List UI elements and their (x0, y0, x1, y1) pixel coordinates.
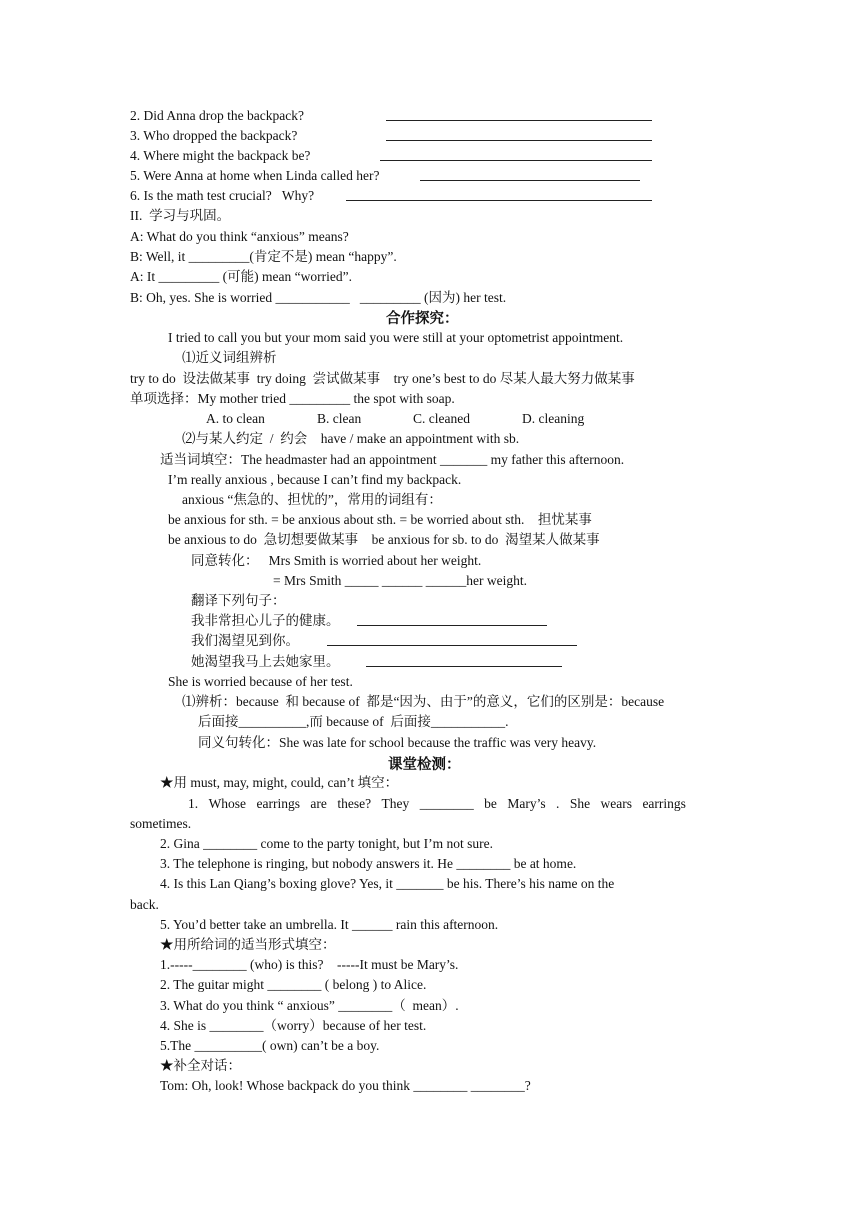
subsection-title: ⑴近义词组辨析 (182, 350, 277, 365)
modal-question-line: back. (130, 897, 159, 912)
answer-line[interactable] (386, 108, 652, 121)
answer-line[interactable] (327, 633, 577, 646)
dialog-line: A: What do you think “anxious” means? (130, 229, 349, 244)
answer-line[interactable] (386, 128, 652, 141)
test-heading: 课堂检测： (388, 757, 461, 773)
option-a[interactable]: A. to clean (206, 411, 265, 426)
form-question-2: 2. The guitar might ________ ( belong ) to Alice. (160, 977, 427, 992)
exercise-title: ★用所给词的适当形式填空： (160, 937, 336, 952)
form-question-4: 4. She is ________（worry）because of her test. (160, 1018, 427, 1033)
fill-in-question: 适当词填空：The headmaster had an appointment _______ my father this afternoon. (160, 452, 625, 467)
phrase-comparison: try to do 设法做某事 try doing 尝试做某事 try one’s best to do 尽某人最大努力做某事 (130, 371, 635, 386)
dialog-line: B: Well, it _________(肯定不是) mean “happy”. (130, 249, 397, 264)
dialog-line: A: It _________ (可能) mean “worried”. (130, 269, 352, 284)
multiple-choice-question: 单项选择：My mother tried _________ the spot with soap. (130, 391, 455, 406)
form-question-3: 3. What do you think “ anxious” ________（ mean）. (160, 998, 459, 1013)
analysis-line: ⑴辨析：because 和 because of 都是“因为、由于”的意义，它们的区别是：because (182, 694, 665, 709)
subsection-title: ⑵与某人约定 / 约会 have / make an appointment with sb. (182, 431, 520, 446)
exercise-title: ★补全对话： (160, 1058, 241, 1073)
modal-question-line: sometimes. (130, 816, 192, 831)
transform-title: 同意转化： Mrs Smith is worried about her weight. (191, 553, 482, 568)
modal-question-2: 2. Gina ________ come to the party tonight, but I’m not sure. (160, 836, 493, 851)
analysis-line: 后面接__________,而 because of 后面接___________. (198, 714, 509, 729)
modal-question-1: 1. Whose earrings are these? They ________ be Mary’s . She wears earrings (188, 796, 686, 811)
form-question-5: 5.The __________( own) can’t be a boy. (160, 1038, 380, 1053)
option-c[interactable]: C. cleaned (413, 411, 470, 426)
question-4: 4. Where might the backpack be? (130, 148, 311, 163)
translate-sentence: 我非常担心儿子的健康。 (191, 613, 340, 628)
phrase-line: be anxious to do 急切想要做某事 be anxious for sb. to do 渴望某人做某事 (168, 532, 600, 547)
dialog-question-1: Tom: Oh, look! Whose backpack do you think ________ ________? (160, 1078, 531, 1093)
modal-question-5: 5. You’d better take an umbrella. It ______ rain this afternoon. (160, 917, 499, 932)
option-b[interactable]: B. clean (317, 411, 362, 426)
cooperation-heading: 合作探究： (386, 311, 459, 327)
answer-line[interactable] (380, 148, 652, 161)
dialog-line: B: Oh, yes. She is worried ___________ _________ (因为) her test. (130, 290, 507, 305)
question-3: 3. Who dropped the backpack? (130, 128, 298, 143)
section-2-title: II. 学习与巩固。 (130, 208, 231, 223)
answer-line[interactable] (357, 613, 547, 626)
example-sentence: I’m really anxious , because I can’t find my backpack. (168, 472, 462, 487)
modal-question-4: 4. Is this Lan Qiang’s boxing glove? Yes, it _______ be his. There’s his name on the (160, 876, 615, 891)
answer-line[interactable] (346, 188, 652, 201)
question-2: 2. Did Anna drop the backpack? (130, 108, 304, 123)
transform-line: 同义句转化：She was late for school because the traffic was very heavy. (198, 735, 597, 750)
translate-sentence: 我们渴望见到你。 (191, 633, 299, 648)
example-sentence: I tried to call you but your mom said you were still at your optometrist appointment. (168, 330, 624, 345)
translate-title: 翻译下列句子： (191, 593, 286, 608)
translate-sentence: 她渴望我马上去她家里。 (191, 654, 340, 669)
example-sentence: She is worried because of her test. (168, 674, 353, 689)
modal-question-3: 3. The telephone is ringing, but nobody answers it. He ________ be at home. (160, 856, 577, 871)
answer-line[interactable] (366, 654, 562, 667)
phrase-line: be anxious for sth. = be anxious about sth. = be worried about sth. 担忧某事 (168, 512, 592, 527)
answer-line[interactable] (420, 168, 640, 181)
transform-answer: = Mrs Smith _____ ______ ______her weight. (273, 573, 527, 588)
note-line: anxious “焦急的、担忧的”，常用的词组有： (182, 492, 442, 507)
form-question-1: 1.-----________ (who) is this? -----It must be Mary’s. (160, 957, 459, 972)
option-d[interactable]: D. cleaning (522, 411, 585, 426)
exercise-title: ★用 must, may, might, could, can’t 填空： (160, 775, 399, 790)
question-5: 5. Were Anna at home when Linda called her? (130, 168, 380, 183)
question-6: 6. Is the math test crucial? Why? (130, 188, 315, 203)
